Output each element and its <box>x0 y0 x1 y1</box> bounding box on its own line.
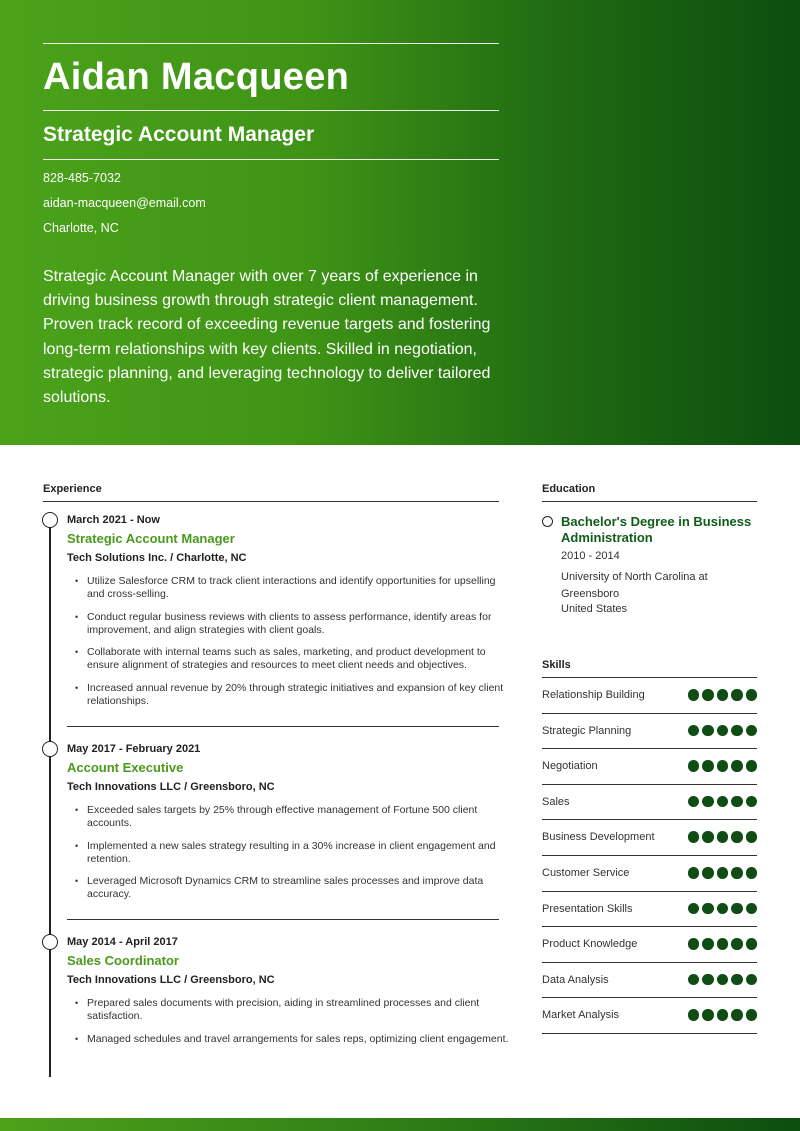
rating-dot <box>731 903 743 915</box>
rating-dot <box>688 903 700 915</box>
rating-dot <box>746 867 758 879</box>
rating-dot <box>717 689 729 701</box>
job-bullet: • Utilize Salesforce CRM to track client interactions and identify opportunities for upselling and cross-selling. <box>75 575 515 602</box>
job-title: Account Executive <box>67 760 184 775</box>
skill-name: Strategic Planning <box>542 724 632 737</box>
rating-dot <box>702 938 714 950</box>
rating-dot <box>717 938 729 950</box>
experience-heading-rule <box>43 501 499 502</box>
rating-dot <box>688 760 700 772</box>
education-degree: Bachelor's Degree in Business Administration <box>561 514 752 545</box>
rating-dot <box>717 725 729 737</box>
skill-row <box>542 678 757 714</box>
job-company: Tech Innovations LLC / Greensboro, NC <box>67 781 275 793</box>
rating-dot <box>746 760 758 772</box>
rating-dot <box>717 796 729 808</box>
job-bullet: • Collaborate with internal teams such as sales, marketing, and product development to ensure alignment of strategies and resources to meet client needs and objectives. <box>75 646 515 673</box>
skill-row <box>542 820 757 856</box>
job-bullet: • Increased annual revenue by 20% through strategic initiatives and expansion of key client relationships. <box>75 682 515 709</box>
skill-rating <box>688 796 758 808</box>
job-dates: May 2017 - February 2021 <box>67 743 201 755</box>
job-separator <box>67 726 499 727</box>
skill-row <box>542 927 757 963</box>
job-bullets <box>75 997 515 1055</box>
job-company: Tech Solutions Inc. / Charlotte, NC <box>67 552 247 564</box>
timeline-marker <box>42 934 58 950</box>
rating-dot <box>688 725 700 737</box>
job-bullet: • Implemented a new sales strategy resulting in a 30% increase in client engagement and retention. <box>75 840 515 867</box>
job-bullets <box>75 804 515 911</box>
rating-dot <box>702 689 714 701</box>
skill-rating <box>688 1009 758 1021</box>
skill-name: Market Analysis <box>542 1009 620 1022</box>
rating-dot <box>688 1009 700 1021</box>
rating-dot <box>746 1009 758 1021</box>
skill-row <box>542 856 757 892</box>
candidate-name: Aidan Macqueen <box>43 56 350 98</box>
rating-dot <box>731 974 743 986</box>
skill-row <box>542 749 757 785</box>
skill-rating <box>688 867 758 879</box>
rating-dot <box>746 903 758 915</box>
skill-rating <box>688 903 758 915</box>
skill-row <box>542 892 757 928</box>
job-company: Tech Innovations LLC / Greensboro, NC <box>67 974 275 986</box>
rating-dot <box>717 1009 729 1021</box>
job-bullet: • Exceeded sales targets by 25% through effective management of Fortune 500 client accounts. <box>75 804 515 831</box>
rating-dot <box>731 725 743 737</box>
skill-name: Customer Service <box>542 867 630 879</box>
header-rule-bottom <box>43 159 499 160</box>
phone-number: 828-485-7032 <box>43 171 121 185</box>
education-marker <box>542 516 553 527</box>
rating-dot <box>746 974 758 986</box>
rating-dot <box>688 831 700 843</box>
header-rule-top <box>43 43 499 44</box>
rating-dot <box>688 867 700 879</box>
location: Charlotte, NC <box>43 221 119 235</box>
rating-dot <box>731 938 743 950</box>
skill-rating <box>688 689 758 701</box>
skill-rating <box>688 974 758 986</box>
professional-summary: Strategic Account Manager with over 7 years of experience in driving business growth through strategic client management. Proven track record of exceeding revenue targets and fostering long-term relationships with key clients. Skilled in negotiation, strategic planning, and leveraging technology to deliver tailored solutions. <box>43 268 491 407</box>
job-bullets <box>75 575 515 717</box>
education-years: 2010 - 2014 <box>561 550 620 562</box>
rating-dot <box>717 760 729 772</box>
rating-dot <box>717 831 729 843</box>
education-heading: Education <box>542 483 596 495</box>
job-bullet: • Prepared sales documents with precision, aiding in streamlined processes and client satisfaction. <box>75 997 515 1024</box>
education-school: University of North Carolina at Greensboro <box>561 571 708 600</box>
rating-dot <box>702 725 714 737</box>
education-country: United States <box>561 603 628 615</box>
skill-rating <box>688 760 758 772</box>
rating-dot <box>702 760 714 772</box>
rating-dot <box>746 796 758 808</box>
resume-header <box>0 0 800 445</box>
rating-dot <box>717 974 729 986</box>
skill-row <box>542 963 757 999</box>
rating-dot <box>702 796 714 808</box>
skill-row <box>542 714 757 750</box>
rating-dot <box>746 938 758 950</box>
job-dates: May 2014 - April 2017 <box>67 936 178 948</box>
rating-dot <box>702 1009 714 1021</box>
job-separator <box>67 919 499 920</box>
job-title: Strategic Account Manager <box>67 531 235 546</box>
rating-dot <box>746 831 758 843</box>
skill-row <box>542 785 757 821</box>
skill-name: Data Analysis <box>542 973 609 986</box>
job-bullet: • Leveraged Microsoft Dynamics CRM to streamline sales processes and improve data accuracy. <box>75 875 515 902</box>
rating-dot <box>731 831 743 843</box>
timeline-marker <box>42 512 58 528</box>
experience-heading: Experience <box>43 483 102 495</box>
rating-dot <box>702 867 714 879</box>
job-dates: March 2021 - Now <box>67 514 160 526</box>
skill-rating <box>688 831 758 843</box>
rating-dot <box>688 796 700 808</box>
skill-name: Business Development <box>542 831 655 844</box>
header-rule-middle <box>43 110 499 111</box>
rating-dot <box>746 725 758 737</box>
rating-dot <box>688 938 700 950</box>
experience-timeline <box>49 522 51 1077</box>
rating-dot <box>717 867 729 879</box>
skill-name: Presentation Skills <box>542 902 633 915</box>
rating-dot <box>702 831 714 843</box>
rating-dot <box>731 760 743 772</box>
skill-rating <box>688 725 758 737</box>
job-title: Sales Coordinator <box>67 953 179 968</box>
skill-name: Sales <box>542 795 570 808</box>
skill-row <box>542 998 757 1034</box>
rating-dot <box>731 1009 743 1021</box>
rating-dot <box>731 796 743 808</box>
education-heading-rule <box>542 501 757 502</box>
rating-dot <box>731 689 743 701</box>
rating-dot <box>746 689 758 701</box>
footer-bar <box>0 1118 800 1131</box>
skill-name: Relationship Building <box>542 689 645 701</box>
timeline-marker <box>42 741 58 757</box>
job-bullet: • Managed schedules and travel arrangements for sales reps, optimizing client engagement. <box>75 1033 515 1046</box>
skill-name: Negotiation <box>542 760 598 773</box>
skill-name: Product Knowledge <box>542 938 638 951</box>
job-bullet: • Conduct regular business reviews with clients to assess performance, identify areas for improvement, and align strategies with client goals. <box>75 611 515 638</box>
skills-heading: Skills <box>542 659 571 671</box>
rating-dot <box>702 974 714 986</box>
rating-dot <box>688 974 700 986</box>
rating-dot <box>731 867 743 879</box>
rating-dot <box>688 689 700 701</box>
rating-dot <box>717 903 729 915</box>
rating-dot <box>702 903 714 915</box>
email-address: aidan-macqueen@email.com <box>43 196 206 210</box>
candidate-title: Strategic Account Manager <box>43 123 315 146</box>
skill-rating <box>688 938 758 950</box>
